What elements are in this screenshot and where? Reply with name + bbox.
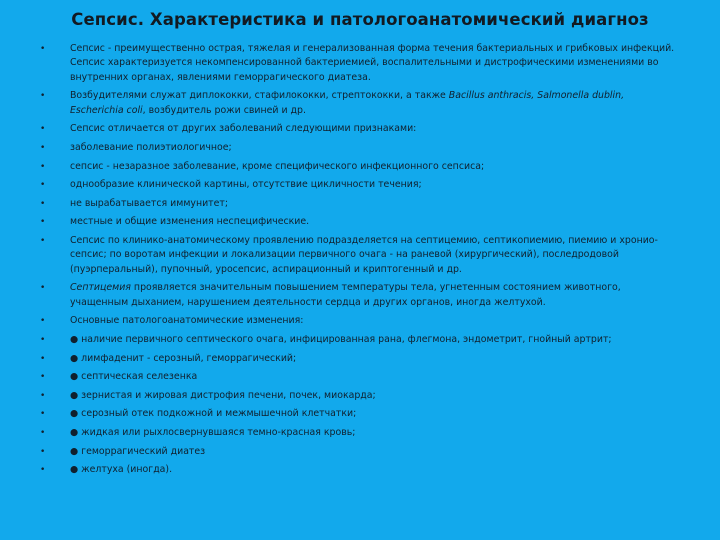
bullet-icon: • xyxy=(40,180,46,191)
list-item xyxy=(40,370,680,384)
item-text: ● жидкая или рыхлосвернувшаяся темно-красная кровь; xyxy=(70,426,356,438)
list-item xyxy=(40,160,680,174)
list-item xyxy=(40,314,680,328)
list-item xyxy=(40,426,680,440)
list-item xyxy=(40,141,680,155)
list-item-text xyxy=(70,90,624,115)
bullet-icon: • xyxy=(40,427,46,438)
list-item-text xyxy=(70,179,422,190)
item-text: ● септическая селезенка xyxy=(70,371,198,383)
list-item xyxy=(40,463,680,477)
bullet-icon: • xyxy=(40,124,46,135)
bullet-list xyxy=(40,42,680,482)
list-item-text xyxy=(70,464,172,475)
item-text: Сепсис - преимущественно острая, тяжелая и генерализованная форма течения бактериальных и грибковых инфекций. Сепсис характеризуется некомпенсированной бактериемией, воспалительными и дистрофическими изменениями во внутренних органах, явлениями геморрагического диатеза. xyxy=(70,43,675,83)
list-item-text xyxy=(70,282,621,307)
item-text: местные и общие изменения неспецифические. xyxy=(70,216,310,228)
list-item xyxy=(40,389,680,403)
list-item xyxy=(40,352,680,366)
bullet-icon: • xyxy=(40,91,46,102)
list-item xyxy=(40,234,680,277)
bullet-icon: • xyxy=(40,465,46,476)
list-item-text xyxy=(70,315,303,326)
list-item xyxy=(40,122,680,136)
list-item-text xyxy=(70,198,228,209)
bullet-icon: • xyxy=(40,390,46,401)
list-item xyxy=(40,281,680,310)
bullet-icon: • xyxy=(40,316,46,327)
item-text: проявляется значительным повышением температуры тела, угнетенным состоянием животного, учащенным дыханием, нарушением деятельности сердца и других органов, иногда желтухой. xyxy=(70,282,621,308)
list-item xyxy=(40,407,680,421)
bullet-icon: • xyxy=(40,161,46,172)
italic-text: Bacillus anthracis, Salmonella dublin, Escherichia coli xyxy=(70,90,625,116)
list-item-text xyxy=(70,353,296,364)
bullet-icon: • xyxy=(40,44,46,54)
item-text: не вырабатывается иммунитет; xyxy=(70,197,229,209)
item-text: Сепсис отличается от других заболеваний следующими признаками: xyxy=(70,123,417,135)
list-item-text xyxy=(70,123,416,134)
list-item-text xyxy=(70,142,232,153)
bullet-icon: • xyxy=(40,372,46,383)
list-item xyxy=(40,445,680,459)
list-item-text xyxy=(70,235,658,275)
item-text: , возбудитель рожи свиней и др. xyxy=(142,104,306,116)
item-text: сепсис - незаразное заболевание, кроме специфического инфекционного сепсиса; xyxy=(70,160,485,172)
list-item xyxy=(40,89,680,118)
bullet-icon: • xyxy=(40,198,46,209)
list-item xyxy=(40,215,680,229)
bullet-icon: • xyxy=(40,283,46,294)
list-item-text xyxy=(70,43,674,83)
bullet-icon: • xyxy=(40,409,46,420)
list-item-text xyxy=(70,408,356,419)
bullet-icon: • xyxy=(40,143,46,153)
list-item xyxy=(40,333,680,347)
bullet-icon: • xyxy=(40,353,46,364)
italic-text: Септицемия xyxy=(70,282,131,294)
bullet-icon: • xyxy=(40,217,46,228)
slide-title: Сепсис. Характеристика и патологоанатомический диагноз xyxy=(71,10,649,29)
list-item xyxy=(40,197,680,211)
list-item-text xyxy=(70,446,205,457)
list-item xyxy=(40,178,680,192)
list-item-text xyxy=(70,161,484,172)
item-text: Основные патологоанатомические изменения: xyxy=(70,315,304,327)
item-text: ● наличие первичного септического очага, инфицированная рана, флегмона, эндометрит, гнойный артрит; xyxy=(70,333,612,345)
item-text: ● геморрагический диатез xyxy=(70,445,206,457)
list-item-text xyxy=(70,371,197,382)
list-item-text xyxy=(70,390,376,401)
bullet-icon: • xyxy=(40,334,46,345)
item-text: ● лимфаденит - серозный, геморрагический; xyxy=(70,352,297,364)
item-text: ● серозный отек подкожной и межмышечной клетчатки; xyxy=(70,408,357,420)
list-item-text xyxy=(70,334,612,345)
item-text: однообразие клинической картины, отсутствие цикличности течения; xyxy=(70,179,422,191)
list-item xyxy=(40,42,680,85)
item-text: ● зернистая и жировая дистрофия печени, почек, миокарда; xyxy=(70,389,376,401)
bullet-icon: • xyxy=(40,235,46,246)
item-text: заболевание полиэтиологичное; xyxy=(70,142,232,153)
list-item-text xyxy=(70,427,355,438)
list-item-text xyxy=(70,216,309,227)
item-text: Сепсис по клинико-анатомическому проявлению подразделяется на септицемию, септикопиемию, пиемию и хронио-сепсис; по воротам инфекции и локализации первичного очага - на раневой (хирургический), последродовой (пуэрперальный), пупочный, уросепсис, аспирационный и криптогенный и др. xyxy=(70,234,658,275)
bullet-icon: • xyxy=(40,446,46,457)
item-text: ● желтуха (иногда). xyxy=(70,464,173,476)
item-text: Возбудителями служат диплококки, стафилококки, стрептококки, а также xyxy=(70,90,449,102)
